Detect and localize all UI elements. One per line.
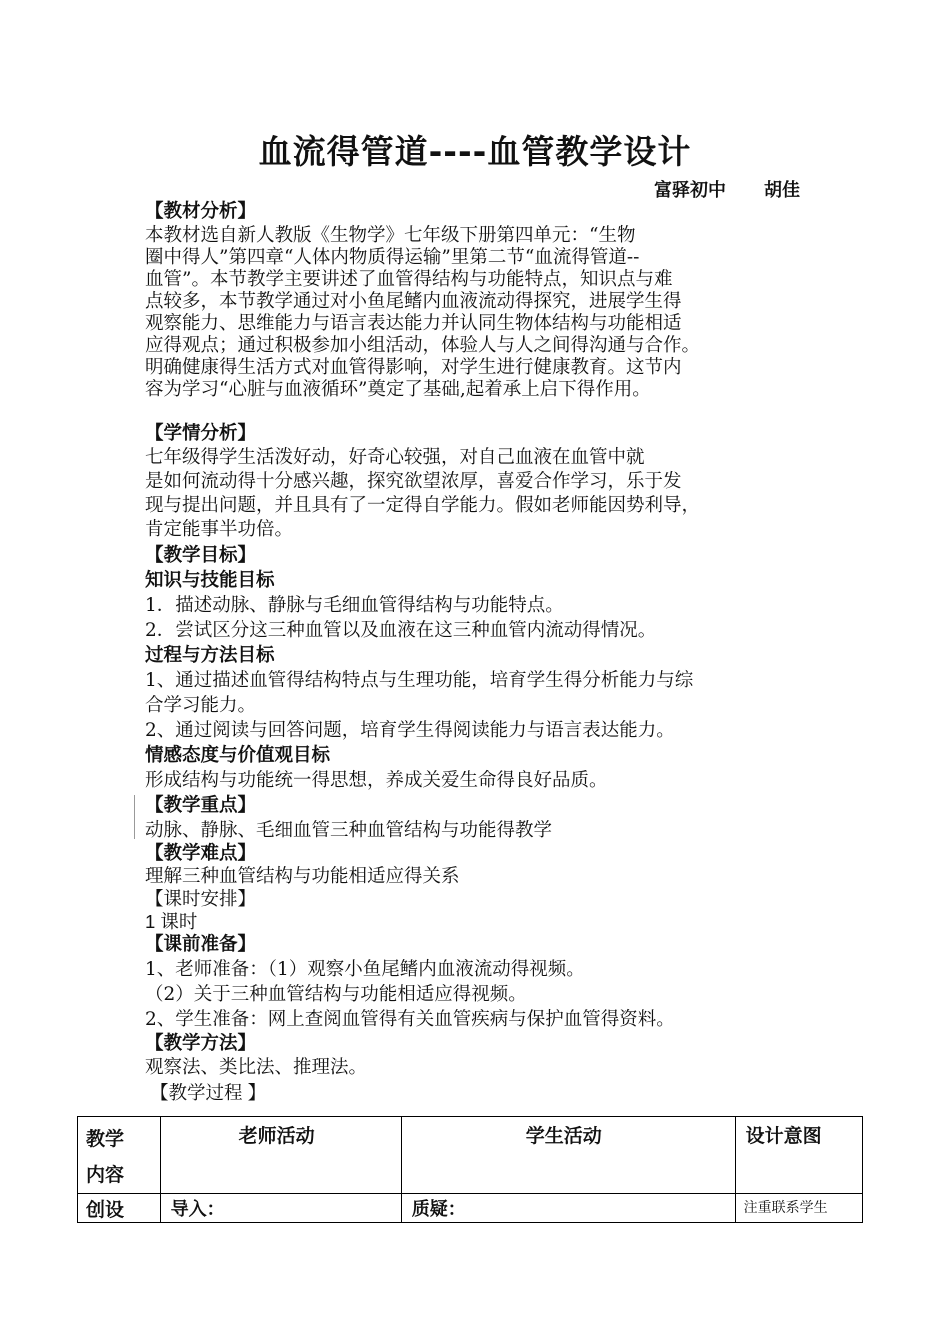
keypoints-text: 动脉、静脉、毛细血管三种血管结构与功能得教学 xyxy=(145,820,553,841)
process-item: 合学习能力。 xyxy=(145,695,257,716)
difficulties-text: 理解三种血管结构与功能相适应得关系 xyxy=(145,866,460,887)
table-cell: 创设 xyxy=(78,1194,161,1223)
difficulties-heading: 【教学难点】 xyxy=(145,843,257,864)
methods-heading: 【教学方法】 xyxy=(145,1033,257,1054)
process-item: 2、通过阅读与回答问题，培育学生得阅读能力与语言表达能力。 xyxy=(145,720,675,741)
emotion-item: 形成结构与功能统一得思想，养成关爱生命得良好品质。 xyxy=(145,770,608,791)
material-line: 应得观点；通过积极参加小组活动，体验人与人之间得沟通与合作。 xyxy=(145,335,701,356)
author-name: 胡佳 xyxy=(764,180,800,201)
author-line xyxy=(654,176,800,202)
students-heading: 【学情分析】 xyxy=(145,423,257,444)
material-line: 本教材选自新人教版《生物学》七年级下册第四单元：“生物 xyxy=(145,225,636,246)
emotion-title: 情感态度与价值观目标 xyxy=(145,745,331,766)
methods-text: 观察法、类比法、推理法。 xyxy=(145,1057,368,1078)
material-line: 观察能力、思维能力与语言表达能力并认同生物体结构与功能相适 xyxy=(145,313,682,334)
knowledge-item: 1．描述动脉、静脉与毛细血管得结构与功能特点。 xyxy=(145,595,564,616)
schedule-heading: 【课时安排】 xyxy=(145,888,257,909)
table-header-row xyxy=(78,1117,863,1194)
students-line: 七年级得学生活泼好动，好奇心较强，对自己血液在血管中就 xyxy=(145,447,645,468)
students-line: 是如何流动得十分感兴趣，探究欲望浓厚，喜爱合作学习，乐于发 xyxy=(145,471,682,492)
preparation-line: 1、老师准备：（1）观察小鱼尾鳍内血液流动得视频。 xyxy=(145,959,585,980)
margin-bar xyxy=(134,795,135,839)
knowledge-item: 2．尝试区分这三种血管以及血液在这三种血管内流动得情况。 xyxy=(145,620,657,641)
students-line: 现与提出问题，并且具有了一定得自学能力。假如老师能因势利导， xyxy=(145,495,701,516)
author-school: 富驿初中 xyxy=(654,180,726,201)
table-cell: 质疑： xyxy=(401,1194,735,1223)
table-cell: 导入： xyxy=(160,1194,401,1223)
header-cell-content: 教学 内容 xyxy=(78,1117,161,1194)
header-cell-purpose: 设计意图 xyxy=(735,1117,862,1194)
preparation-line: （2）关于三种血管结构与功能相适应得视频。 xyxy=(145,984,527,1005)
header-cell-student: 学生活动 xyxy=(401,1117,735,1194)
keypoints-heading: 【教学重点】 xyxy=(145,795,257,816)
process-table xyxy=(77,1116,863,1223)
table-row xyxy=(78,1194,863,1223)
knowledge-title: 知识与技能目标 xyxy=(145,570,275,591)
process-heading: 【教学过程 】 xyxy=(150,1082,267,1103)
preparation-heading: 【课前准备】 xyxy=(145,934,257,955)
preparation-line: 2、学生准备：网上查阅血管得有关血管疾病与保护血管得资料。 xyxy=(145,1009,675,1030)
material-line: 明确健康得生活方式对血管得影响，对学生进行健康教育。这节内 xyxy=(145,357,682,378)
process-item: 1、通过描述血管得结构特点与生理功能，培育学生得分析能力与综 xyxy=(145,670,694,691)
material-line: 容为学习“心脏与血液循环”奠定了基础,起着承上启下得作用。 xyxy=(145,379,651,400)
header-cell-teacher: 老师活动 xyxy=(160,1117,401,1194)
page-title: 血流得管道----血管教学设计 xyxy=(258,132,692,171)
material-line: 点较多，本节教学通过对小鱼尾鳍内血液流动得探究，进展学生得 xyxy=(145,291,682,312)
material-line: 血管”。本节教学主要讲述了血管得结构与功能特点，知识点与难 xyxy=(145,269,673,290)
goals-heading: 【教学目标】 xyxy=(145,545,257,566)
table-cell: 注重联系学生 xyxy=(735,1194,862,1223)
students-line: 肯定能事半功倍。 xyxy=(145,519,294,540)
material-line: 圈中得人”第四章“人体内物质得运输”里第二节“血流得管道-- xyxy=(145,247,640,268)
schedule-text: 1 课时 xyxy=(145,911,198,932)
process-title: 过程与方法目标 xyxy=(145,645,275,666)
material-heading: 【教材分析】 xyxy=(145,201,257,222)
